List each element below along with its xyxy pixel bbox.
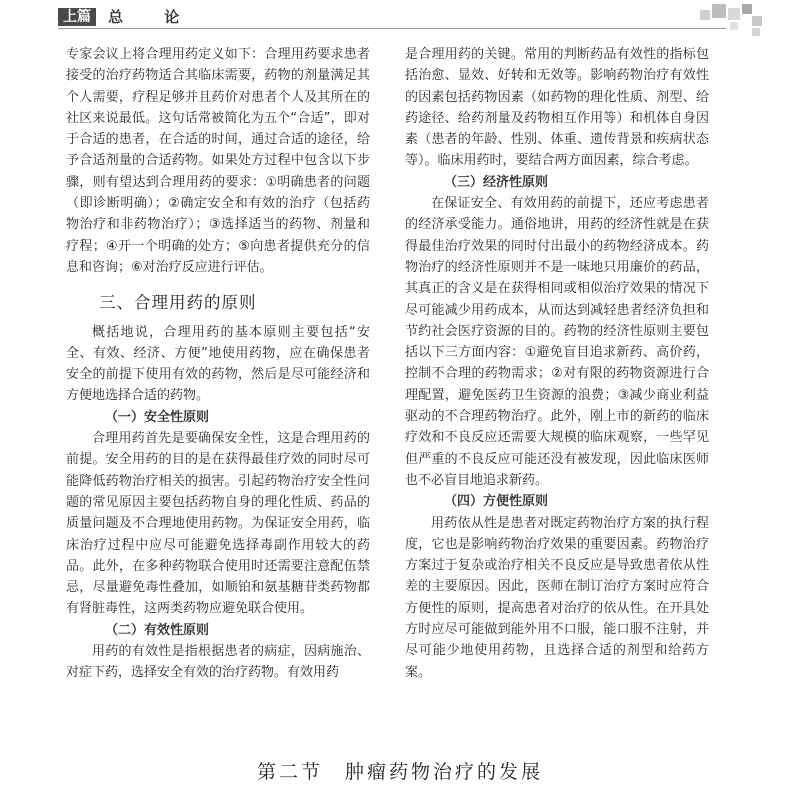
corner-decoration: [700, 4, 764, 36]
right-column: [405, 44, 709, 683]
safety-paragraph: 合理用药首先是要确保安全性，这是合理用药的前提。安全用药的目的是在获得最佳疗效的同时尽可能降低药物治疗相关的损害。引起药物治疗安全性问题的常见原因主要包括药物自身的理化性质、药品的质量问题及不合理地使用药物。为保证安全用药，临床治疗过程中应尽可能避免选择毒副作用较大的药品。此外，在多种药物联合使用时还需要注意配伍禁忌，尽量避免毒性叠加，如顺铂和氨基糖苷类药物都有肾脏毒性，这两类药物应避免联合使用。: [66, 431, 370, 617]
economy-paragraph: 在保证安全、有效用药的前提下，还应考虑患者的经济承受能力。通俗地讲，用药的经济性就是在获得最佳治疗效果的同时付出最小的药物经济成本。药物治疗的经济性原则并不是一味地只用廉价的药品，其真正的含义是在获得相同或相似治疗效果的情况下尽可能减少用药成本，从而达到减轻患者经济负担和节约社会医疗资源的目的。药物的经济性原则主要包括以下三方面内容：①避免盲目追求新药、高价药，控制不合理的药物需求；②对有限的药物资源进行合理配置，避免医药卫生资源的浪费；③减少商业利益驱动的不合理药物治疗。此外，刚上市的新药的临床疗效和不良反应还需要大规模的临床观察，一些罕见但严重的不良反应可能还没有被发现，因此临床医师也不必盲目地追求新药。: [405, 196, 709, 488]
section-heading: 三、合理用药的原则: [99, 293, 257, 313]
header-rule: [58, 28, 726, 29]
overview-paragraph: 概括地说，合理用药的基本原则主要包括“安全、有效、经济、方便”地使用药物，应在确保患者安全的前提下使用有效的药物，然后是尽可能经济和方便地选择合适的药物。: [66, 324, 370, 404]
next-section-title: 第二节 肿瘤药物治疗的发展: [256, 761, 543, 783]
efficacy-heading: （二）有效性原则: [105, 622, 210, 638]
left-column: [66, 44, 370, 684]
efficacy-paragraph: 用药的有效性是指根据患者的病症，因病施治、对症下药，选择安全有效的治疗药物。有效用药: [66, 644, 370, 681]
convenience-paragraph: 用药依从性是患者对既定药物治疗方案的执行程度，它也是影响药物治疗效果的重要因素。药物治疗方案过于复杂或治疗相关不良反应是导致患者依从性差的主要原因。因此，医师在制订治疗方案时应符合方便性的原则，提高患者对治疗的依从性。在开具处方时应尽可能做到能外用不口服，能口服不注射，并尽可能少地使用药物，且选择合适的剂型和给药方案。: [405, 515, 709, 680]
safety-heading: （一）安全性原则: [105, 409, 210, 425]
page-header: [0, 0, 800, 32]
efficacy-continued-paragraph: 是合理用药的关键。常用的判断药品有效性的指标包括治愈、显效、好转和无效等。影响药物治疗有效性的因素包括药物因素（如药物的理化性质、剂型、给药途径、给药剂量及药物相互作用等）和机体自身因素（患者的年龄、性别、体重、遗传背景和疾病状态等）。临床用药时，要结合两方面因素，综合考虑。: [405, 47, 709, 169]
convenience-heading: （四）方便性原则: [444, 494, 549, 510]
part-label: 上篇: [58, 8, 96, 26]
chapter-title: 总 论: [108, 8, 198, 26]
economy-heading: （三）经济性原则: [444, 174, 549, 190]
intro-paragraph: 专家会议上将合理用药定义如下：合理用药要求患者接受的治疗药物适合其临床需要，药物的剂量满足其个人需要，疗程足够并且药价对患者个人及其所在的社区来说最低。这句话常被简化为五个“合适”，即对于合适的患者，在合适的时间，通过合适的途径，给予合适剂量的合适药物。如果处方过程中包含以下步骤，则有望达到合理用药的要求：①明确患者的问题（即诊断明确）；②确定安全和有效的治疗（包括药物治疗和非药物治疗）；③选择适当的药物、剂量和疗程；④开一个明确的处方；⑤向患者提供充分的信息和咨询；⑥对治疗反应进行评估。: [66, 47, 370, 275]
